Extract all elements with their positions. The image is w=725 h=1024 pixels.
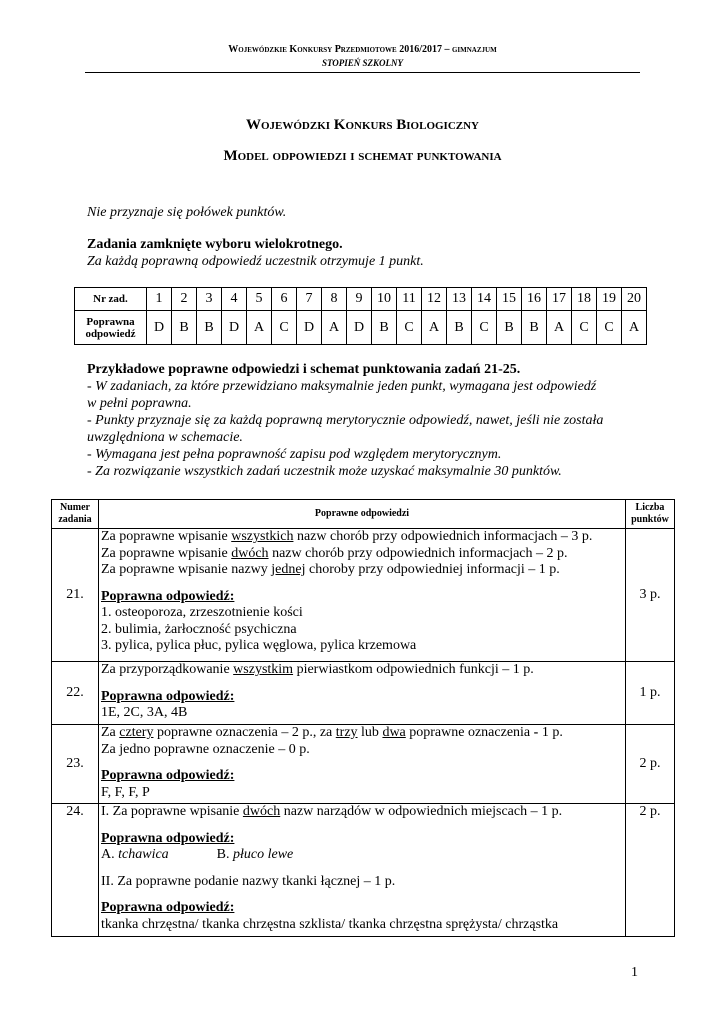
answer-cell: C bbox=[572, 311, 597, 345]
points-value: 2 p. bbox=[626, 725, 675, 804]
answer-cell: D bbox=[347, 311, 372, 345]
question-24-row bbox=[52, 804, 675, 937]
answer-cell: B bbox=[372, 311, 397, 345]
scoring-rule: - Wymagana jest pełna poprawność zapisu pod względem merytorycznym. bbox=[87, 447, 502, 462]
question-number-row bbox=[75, 288, 647, 311]
question-number: 21. bbox=[52, 529, 99, 662]
question-number: 9 bbox=[347, 288, 372, 311]
answer-cell: A bbox=[247, 311, 272, 345]
criterion-line: I. Za poprawne wpisanie dwóch nazw narządów w odpowiednich miejscach – 1 p. bbox=[101, 804, 563, 819]
open-answers-table bbox=[51, 499, 675, 937]
row-label-answer: Poprawna odpowiedź bbox=[75, 311, 147, 345]
criterion-line: Za poprawne wpisanie dwóch nazw chorób przy odpowiednich informacjach – 2 p. bbox=[101, 545, 568, 561]
question-21-row bbox=[52, 529, 675, 662]
points-value: 3 p. bbox=[626, 529, 675, 662]
answer-cell: A bbox=[422, 311, 447, 345]
header-stage: STOPIEŃ SZKOLNY bbox=[321, 58, 404, 68]
question-number: 20 bbox=[622, 288, 647, 311]
correct-answer-row bbox=[75, 311, 647, 345]
question-23-row bbox=[52, 725, 675, 804]
question-number: 3 bbox=[197, 288, 222, 311]
question-number: 14 bbox=[472, 288, 497, 311]
question-number: 10 bbox=[372, 288, 397, 311]
answer-cell: A bbox=[622, 311, 647, 345]
question-number: 6 bbox=[272, 288, 297, 311]
answer-cell: A bbox=[547, 311, 572, 345]
criterion-line: II. Za poprawne podanie nazwy tkanki łącznej – 1 p. bbox=[101, 873, 396, 889]
question-23-criteria bbox=[99, 725, 626, 804]
header-points: Liczba punktów bbox=[626, 500, 675, 529]
correct-answer-label: Poprawna odpowiedź: bbox=[101, 900, 235, 915]
answer-cell: A bbox=[322, 311, 347, 345]
question-number: 5 bbox=[247, 288, 272, 311]
criterion-line: Za cztery poprawne oznaczenia – 2 p., za trzy lub dwa poprawne oznaczenia - 1 p. bbox=[101, 725, 563, 740]
question-number: 17 bbox=[547, 288, 572, 311]
answer-line: 3. pylica, pylica płuc, pylica węglowa, pylica krzemowa bbox=[101, 638, 417, 653]
answer-cell: B bbox=[447, 311, 472, 345]
answer-cell: B bbox=[522, 311, 547, 345]
question-number: 13 bbox=[447, 288, 472, 311]
header-number: Numer zadania bbox=[52, 500, 99, 529]
header-divider bbox=[85, 72, 640, 73]
scoring-rule: - W zadaniach, za które przewidziano maksymalnie jeden punkt, wymagana jest odpowiedź bbox=[87, 379, 597, 394]
question-number: 19 bbox=[597, 288, 622, 311]
question-number: 15 bbox=[497, 288, 522, 311]
question-22-criteria bbox=[99, 662, 626, 725]
closed-questions-heading: Zadania zamknięte wyboru wielokrotnego. bbox=[87, 237, 343, 252]
document-subtitle: Model odpowiedzi i schemat punktowania bbox=[223, 148, 502, 164]
points-value: 1 p. bbox=[626, 662, 675, 725]
question-number: 12 bbox=[422, 288, 447, 311]
question-number: 16 bbox=[522, 288, 547, 311]
question-number: 1 bbox=[147, 288, 172, 311]
criterion-line: Za poprawne wpisanie nazwy jednej choroby przy odpowiedniej informacji – 1 p. bbox=[101, 562, 560, 577]
closed-answers-table bbox=[74, 287, 647, 345]
question-number: 18 bbox=[572, 288, 597, 311]
question-number: 22. bbox=[52, 662, 99, 725]
document-title: Wojewódzki Konkurs Biologiczny bbox=[245, 117, 480, 133]
criterion-line: Za jedno poprawne oznaczenie – 0 p. bbox=[101, 741, 310, 757]
answer-cell: B bbox=[497, 311, 522, 345]
answer-line: 1E, 2C, 3A, 4B bbox=[101, 705, 188, 720]
scoring-rule: - Punkty przyznaje się za każdą poprawną merytorycznie odpowiedź, nawet, jeśli nie została bbox=[87, 413, 604, 428]
correct-answer-label: Poprawna odpowiedź: bbox=[101, 688, 235, 704]
question-number: 2 bbox=[172, 288, 197, 311]
row-label-number: Nr zad. bbox=[75, 288, 147, 311]
scoring-rule: - Za rozwiązanie wszystkich zadań uczestnik może uzyskać maksymalnie 30 punktów. bbox=[87, 464, 562, 479]
answer-cell: B bbox=[172, 311, 197, 345]
question-number: 24. bbox=[52, 804, 99, 937]
answer-cell: C bbox=[597, 311, 622, 345]
scoring-rule: uwzględniona w schemacie. bbox=[87, 430, 243, 445]
points-value: 2 p. bbox=[626, 804, 675, 937]
table-header-row bbox=[52, 500, 675, 529]
criterion-line: Za poprawne wpisanie wszystkich nazw chorób przy odpowiednich informacjach – 3 p. bbox=[101, 529, 593, 544]
answer-line: F, F, F, P bbox=[101, 784, 150, 800]
answer-cell: C bbox=[472, 311, 497, 345]
answer-cell: C bbox=[397, 311, 422, 345]
question-number: 7 bbox=[297, 288, 322, 311]
correct-answer-label: Poprawna odpowiedź: bbox=[101, 588, 235, 604]
header-competition: Wojewódzkie Konkursy Przedmiotowe 2016/2017 – gimnazjum bbox=[228, 44, 497, 55]
answer-line: tkanka chrzęstna/ tkanka chrzęstna szklista/ tkanka chrzęstna sprężysta/ chrząstka bbox=[101, 916, 559, 932]
answer-cell: C bbox=[272, 311, 297, 345]
open-questions-heading: Przykładowe poprawne odpowiedzi i schemat punktowania zadań 21-25. bbox=[87, 362, 521, 377]
question-21-criteria bbox=[99, 529, 626, 662]
answer-cell: D bbox=[297, 311, 322, 345]
page-number: 1 bbox=[631, 965, 638, 980]
answer-line: A. tchawica B. płuco lewe bbox=[101, 847, 294, 862]
answer-line: 1. osteoporoza, zrzeszotnienie kości bbox=[101, 605, 303, 620]
header-answers: Poprawne odpowiedzi bbox=[99, 500, 626, 529]
correct-answer-label: Poprawna odpowiedź: bbox=[101, 768, 235, 783]
question-number: 11 bbox=[397, 288, 422, 311]
no-half-points-note: Nie przyznaje się połówek punktów. bbox=[87, 205, 287, 220]
question-number: 8 bbox=[322, 288, 347, 311]
question-number: 4 bbox=[222, 288, 247, 311]
answer-cell: D bbox=[222, 311, 247, 345]
answer-cell: D bbox=[147, 311, 172, 345]
question-24-criteria bbox=[99, 804, 626, 937]
criterion-line: Za przyporządkowanie wszystkim pierwiastkom odpowiednich funkcji – 1 p. bbox=[101, 662, 534, 677]
answer-line: 2. bulimia, żarłoczność psychiczna bbox=[101, 621, 297, 637]
scoring-rule: w pełni poprawna. bbox=[87, 396, 192, 411]
closed-questions-note: Za każdą poprawną odpowiedź uczestnik otrzymuje 1 punkt. bbox=[87, 254, 424, 269]
question-22-row bbox=[52, 662, 675, 725]
question-number: 23. bbox=[52, 725, 99, 804]
correct-answer-label: Poprawna odpowiedź: bbox=[101, 830, 235, 846]
answer-cell: B bbox=[197, 311, 222, 345]
